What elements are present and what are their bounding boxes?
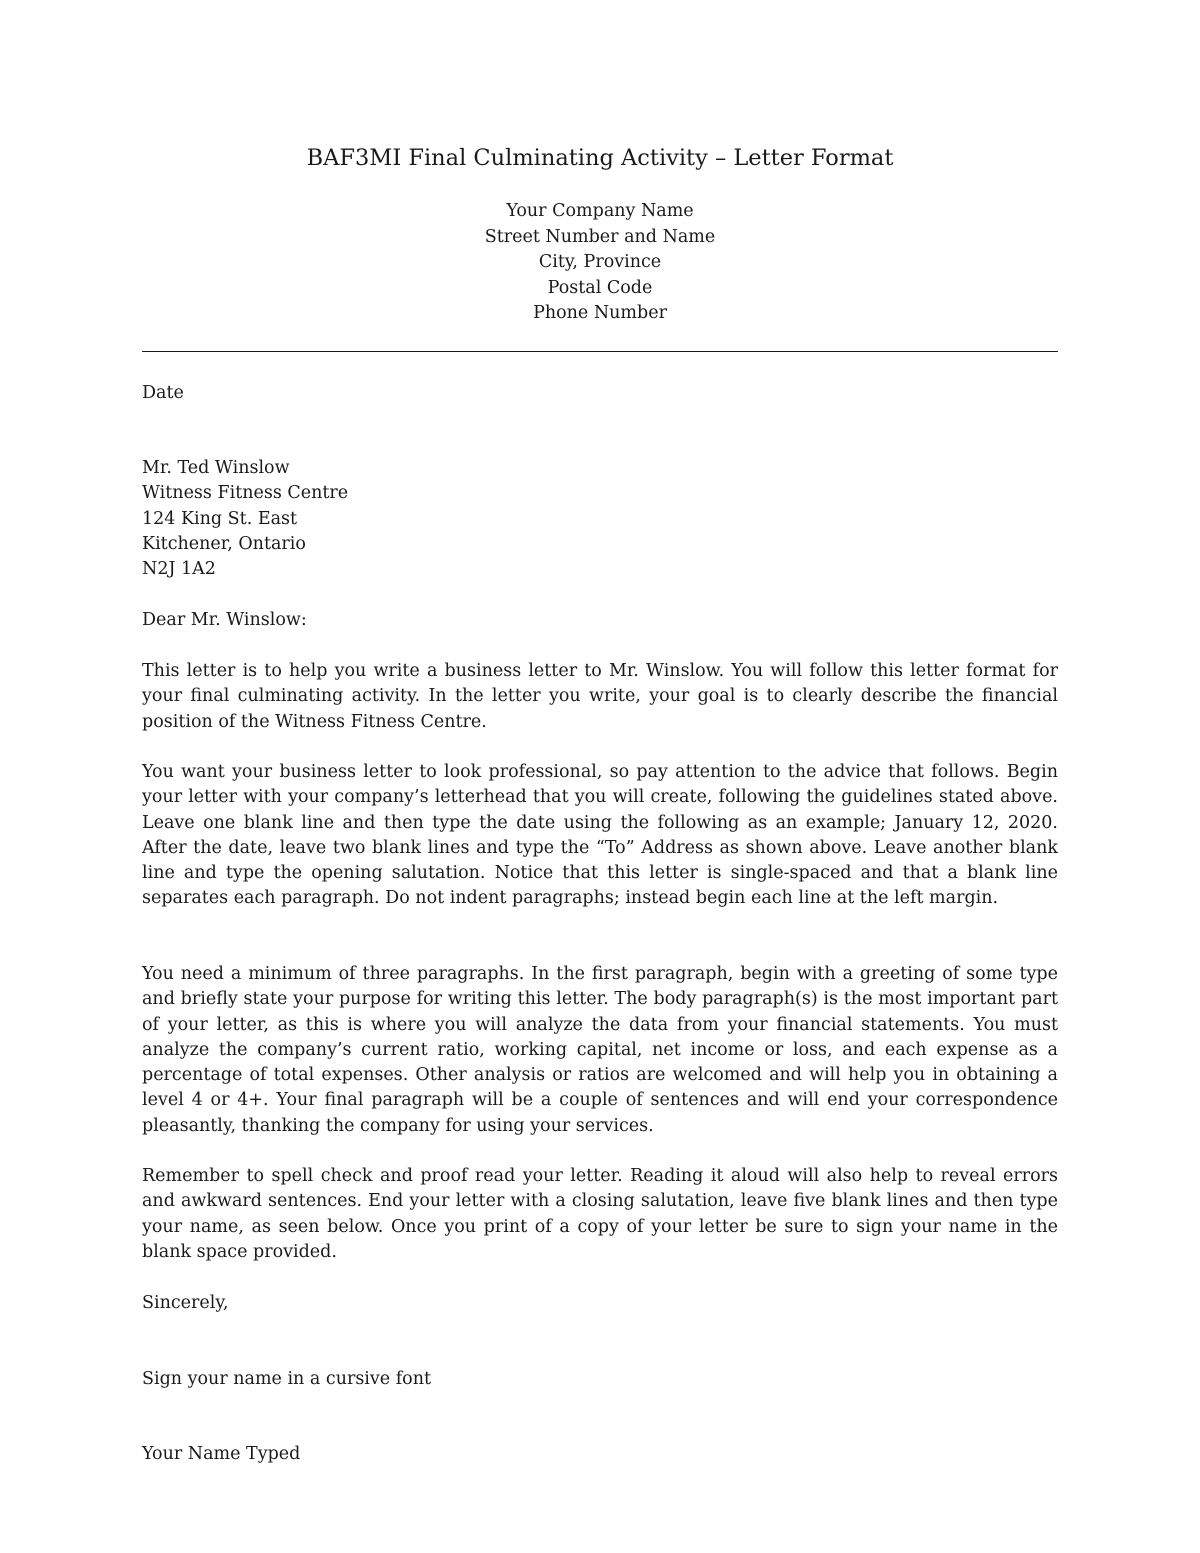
body-paragraph-1: This letter is to help you write a business letter to Mr. Winslow. You will follow this letter format for your final culminating activity. In the letter you write, your goal is to clearly describe the financial position of the Witness Fitness Centre. [142, 661, 1058, 732]
signature-line: Sign your name in a cursive font [142, 1369, 432, 1389]
letterhead-company-name: Your Company Name [506, 201, 694, 221]
recipient-company: Witness Fitness Centre [142, 483, 349, 504]
letterhead-divider [142, 351, 1058, 352]
recipient-address [142, 456, 1058, 582]
typed-name: Your Name Typed [142, 1444, 301, 1464]
document-title: BAF3MI Final Culminating Activity – Letter Format [306, 145, 894, 171]
body-paragraph-4: Remember to spell check and proof read your letter. Reading it aloud will also help to reveal errors and awkward sentences. End your letter with a closing salutation, leave five blank lines and then type your name, as seen below. Once you print of a copy of your letter be sure to sign your name in the blank space provided. [142, 1166, 1058, 1262]
salutation: Dear Mr. Winslow: [142, 610, 307, 630]
recipient-street: 124 King St. East [142, 508, 298, 529]
recipient-postal-code: N2J 1A2 [142, 559, 216, 580]
letterhead [142, 199, 1058, 327]
closing-salutation: Sincerely, [142, 1293, 229, 1313]
letterhead-postal-code: Postal Code [547, 277, 653, 298]
body-paragraph-2: You want your business letter to look professional, so pay attention to the advice that follows. Begin your letter with your company’s letterhead that you will create, following the guidelines stated above. Leave one blank line and then type the date using the following as an example; January 12, 2020. After the date, leave two blank lines and type the “To” Address as shown above. Leave another blank line and type the opening salutation. Notice that this letter is single-spaced and that a blank line separates each paragraph. Do not indent paragraphs; instead begin each line at the left margin. [142, 762, 1058, 909]
letterhead-city-province: City, Province [538, 252, 662, 272]
letter-date: Date [142, 383, 184, 403]
letterhead-street: Street Number and Name [484, 226, 716, 247]
recipient-name: Mr. Ted Winslow [142, 458, 290, 478]
letterhead-phone: Phone Number [533, 303, 667, 323]
body-paragraph-3: You need a minimum of three paragraphs. In the first paragraph, begin with a greeting of some type and briefly state your purpose for writing this letter. The body paragraph(s) is the most important part of your letter, as this is where you will analyze the data from your financial statements. You must analyze the company’s current ratio, working capital, net income or loss, and each expense as a percentage of total expenses. Other analysis or ratios are welcomed and will help you in obtaining a level 4 or 4+. Your final paragraph will be a couple of sentences and will end your correspondence pleasantly, thanking the company for using your services. [142, 964, 1058, 1136]
recipient-city-province: Kitchener, Ontario [142, 533, 306, 554]
